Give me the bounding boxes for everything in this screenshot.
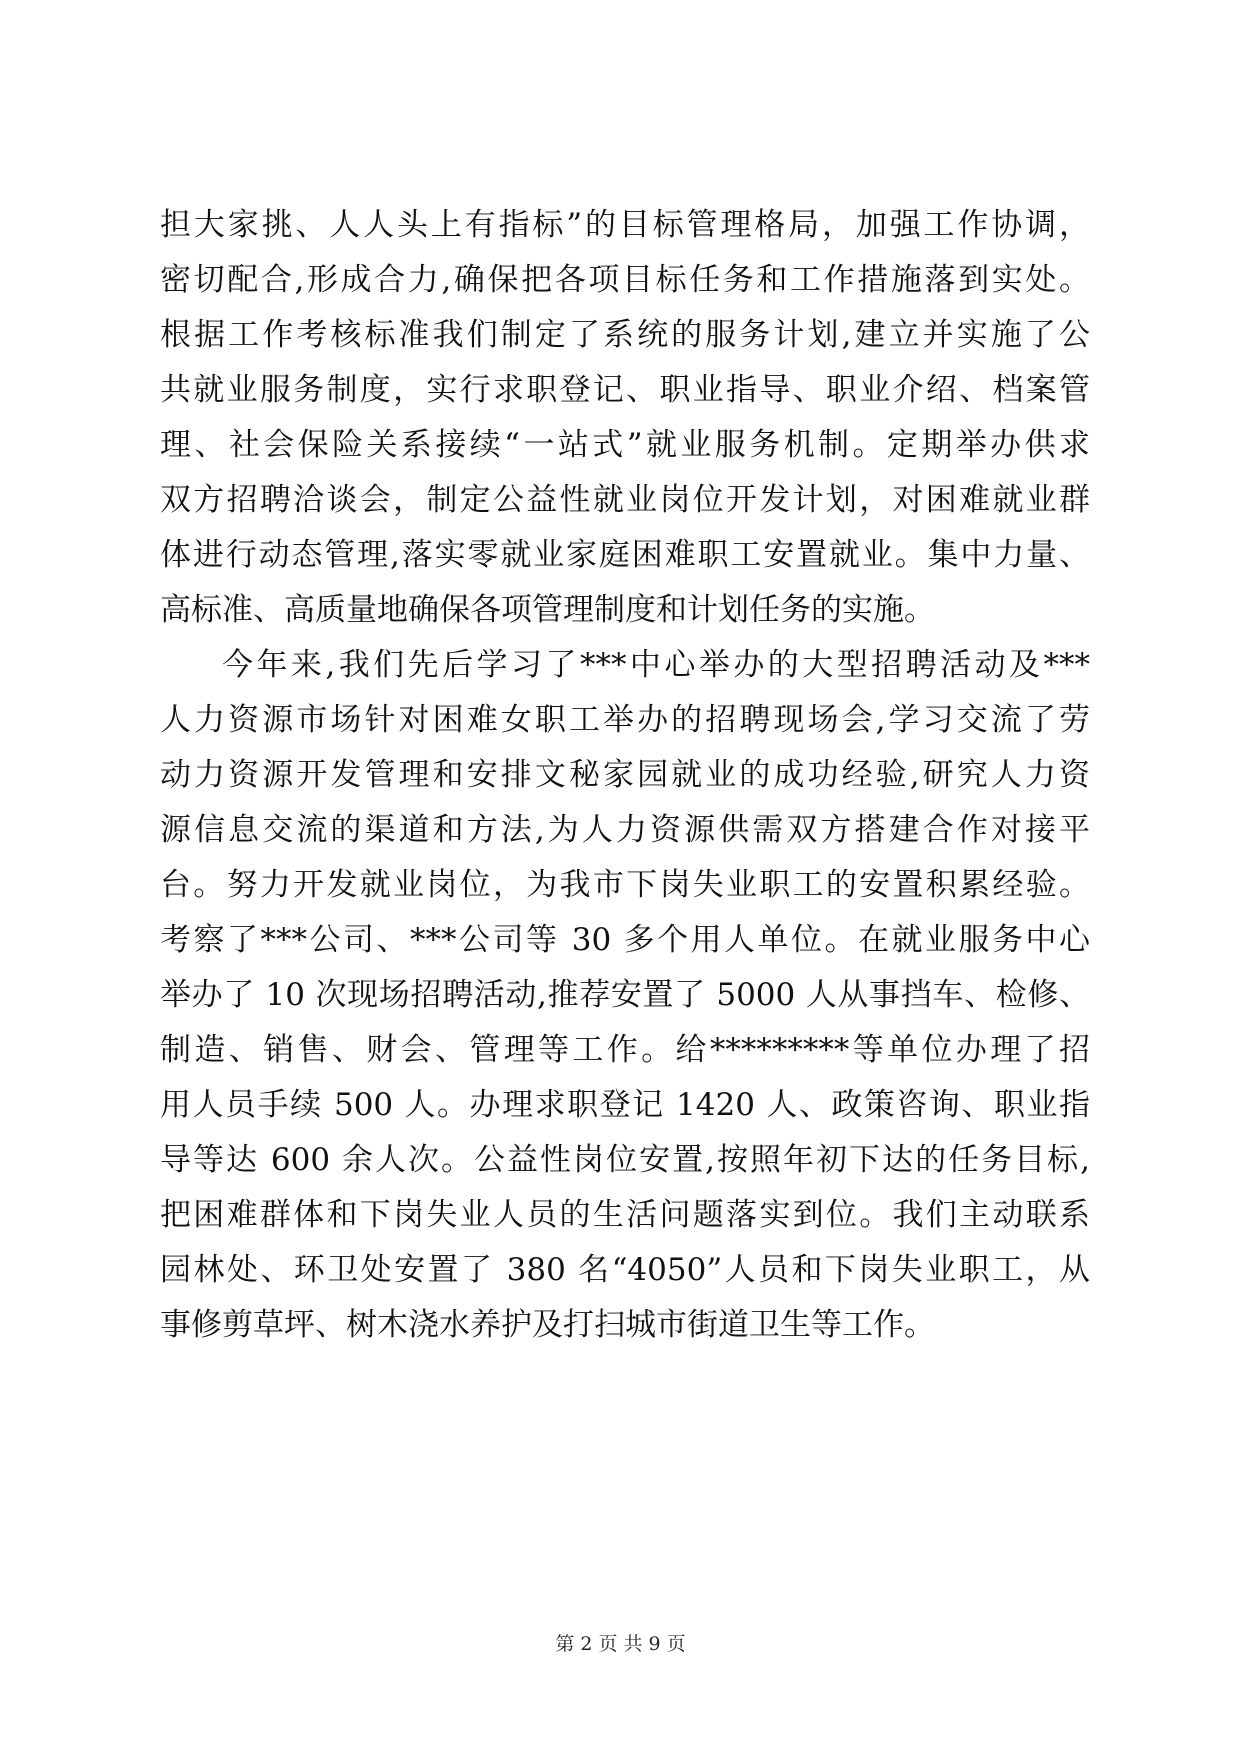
text-line: 理、社会保险关系接续“一站式”就业服务机制。定期举办供求 bbox=[160, 427, 1090, 463]
text-line: 共就业服务制度，实行求职登记、职业指导、职业介绍、档案管 bbox=[160, 372, 1090, 408]
text-line: 人力资源市场针对困难女职工举办的招聘现场会,学习交流了劳 bbox=[160, 702, 1090, 738]
text-line: 事修剪草坪、树木浇水养护及打扫城市街道卫生等工作。 bbox=[160, 1307, 935, 1343]
text-line: 密切配合,形成合力,确保把各项目标任务和工作措施落到实处。 bbox=[160, 262, 1090, 298]
page-number-footer: 第 2 页 共 9 页 bbox=[555, 1633, 686, 1655]
text-line: 高标准、高质量地确保各项管理制度和计划任务的实施。 bbox=[160, 592, 935, 628]
text-line: 考察了***公司、***公司等 30 多个用人单位。在就业服务中心 bbox=[160, 922, 1090, 958]
text-line: 制造、销售、财会、管理等工作。给*********等单位办理了招 bbox=[160, 1032, 1090, 1068]
text-line: 双方招聘洽谈会，制定公益性就业岗位开发计划，对困难就业群 bbox=[160, 482, 1090, 518]
text-line: 园林处、环卫处安置了 380 名“4050”人员和下岗失业职工，从 bbox=[160, 1252, 1090, 1288]
document-body bbox=[160, 198, 1090, 1353]
text-line: 体进行动态管理,落实零就业家庭困难职工安置就业。集中力量、 bbox=[160, 537, 1090, 573]
text-line: 动力资源开发管理和安排文秘家园就业的成功经验,研究人力资 bbox=[160, 757, 1090, 793]
text-line: 台。努力开发就业岗位，为我市下岗失业职工的安置积累经验。 bbox=[160, 867, 1090, 903]
text-line: 举办了 10 次现场招聘活动,推荐安置了 5000 人从事挡车、检修、 bbox=[160, 977, 1090, 1013]
paragraph-1 bbox=[160, 198, 1090, 638]
text-line: 担大家挑、人人头上有指标”的目标管理格局，加强工作协调， bbox=[160, 207, 1090, 243]
text-line: 源信息交流的渠道和方法,为人力资源供需双方搭建合作对接平 bbox=[160, 812, 1090, 848]
text-line: 用人员手续 500 人。办理求职登记 1420 人、政策咨询、职业指 bbox=[160, 1087, 1090, 1123]
paragraph-2 bbox=[160, 638, 1090, 1353]
text-line: 今年来,我们先后学习了***中心举办的大型招聘活动及*** bbox=[222, 647, 1090, 683]
text-line: 把困难群体和下岗失业人员的生活问题落实到位。我们主动联系 bbox=[160, 1197, 1090, 1233]
text-line: 导等达 600 余人次。公益性岗位安置,按照年初下达的任务目标, bbox=[160, 1142, 1090, 1178]
text-line: 根据工作考核标准我们制定了系统的服务计划,建立并实施了公 bbox=[160, 317, 1090, 353]
